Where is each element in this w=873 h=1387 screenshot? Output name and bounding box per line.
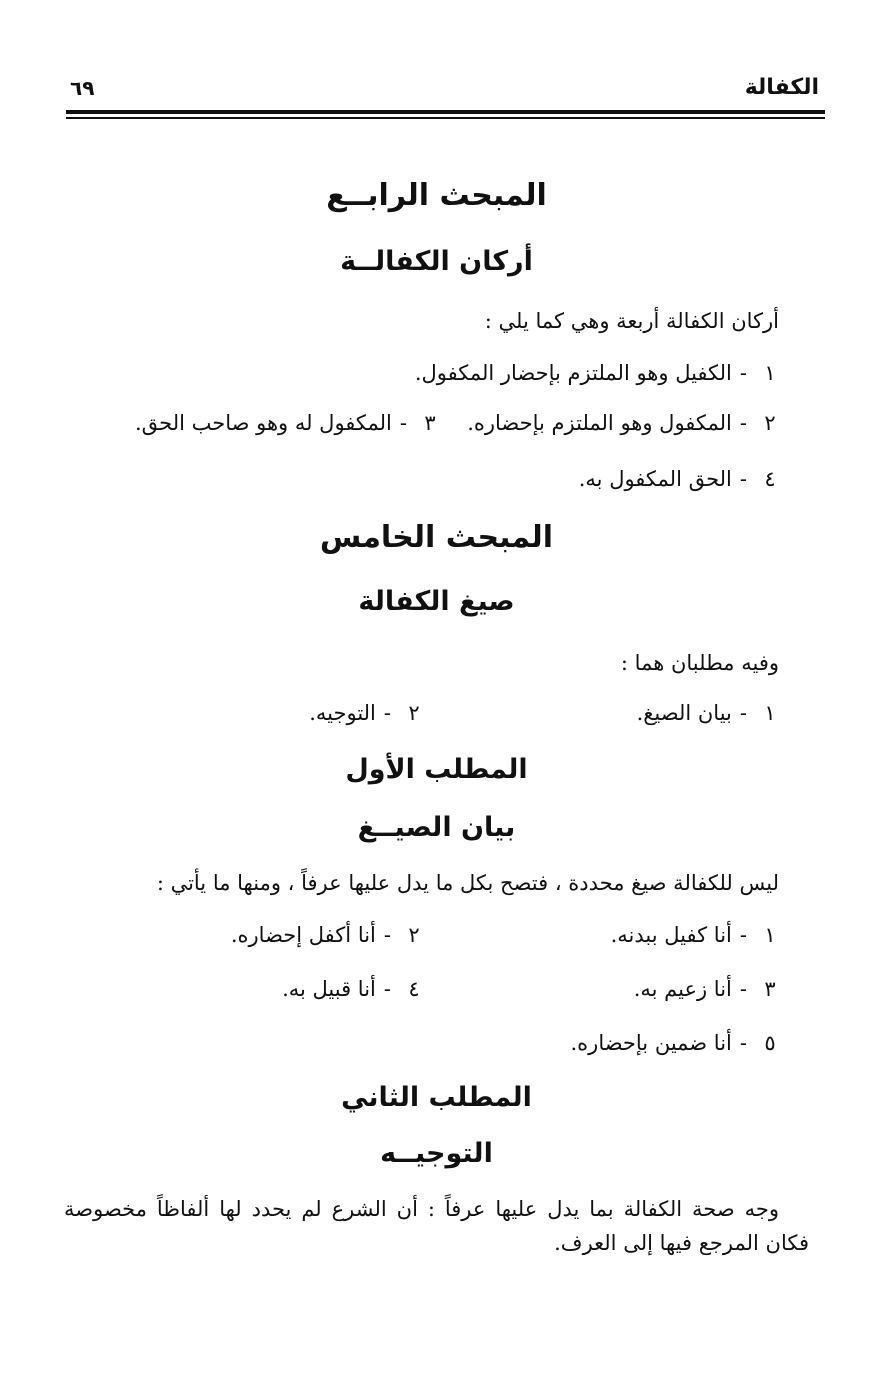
item-number: ١ bbox=[764, 923, 776, 947]
list-item bbox=[579, 462, 785, 496]
item-text: أنا كفيل ببدنه. bbox=[610, 923, 732, 947]
item-number: ٤ bbox=[408, 977, 420, 1001]
list-item bbox=[415, 356, 785, 390]
item-dash: - bbox=[383, 977, 391, 1001]
item-text: التوجيه. bbox=[309, 701, 376, 725]
section4-heading: المبحث الرابــع bbox=[326, 178, 547, 213]
list-item bbox=[135, 406, 445, 440]
item-dash: - bbox=[739, 411, 747, 435]
section4-subheading: أركان الكفالــة bbox=[340, 246, 533, 277]
item-text: أنا زعيم به. bbox=[633, 977, 732, 1001]
topic1-intro: ليس للكفالة صيغ محددة ، فتصح بكل ما يدل عليها عرفاً ، ومنها ما يأتي : bbox=[156, 871, 779, 895]
item-dash: - bbox=[399, 411, 407, 435]
running-head-title: الكفالة bbox=[744, 75, 819, 100]
item-number: ٢ bbox=[408, 701, 420, 725]
list-item bbox=[467, 406, 785, 440]
item-number: ٥ bbox=[764, 1031, 776, 1055]
section4-intro: أركان الكفالة أربعة وهي كما يلي : bbox=[484, 309, 779, 333]
item-number: ١ bbox=[764, 701, 776, 725]
item-number: ٢ bbox=[408, 923, 420, 947]
section5-intro: وفيه مطلبان هما : bbox=[620, 651, 779, 675]
header-rule-thin bbox=[66, 117, 825, 119]
item-dash: - bbox=[383, 923, 391, 947]
list-item bbox=[282, 972, 429, 1006]
item-number: ٤ bbox=[764, 467, 776, 491]
item-number: ٢ bbox=[764, 411, 776, 435]
item-dash: - bbox=[739, 467, 747, 491]
item-number: ١ bbox=[764, 361, 776, 385]
item-dash: - bbox=[739, 923, 747, 947]
item-text: أنا أكفل إحضاره. bbox=[230, 923, 376, 947]
item-text: أنا ضمين بإحضاره. bbox=[570, 1031, 732, 1055]
list-item bbox=[309, 696, 429, 730]
item-dash: - bbox=[739, 977, 747, 1001]
topic2-subheading: التوجيــه bbox=[380, 1138, 493, 1169]
list-item bbox=[611, 918, 785, 952]
topic2-heading: المطلب الثاني bbox=[341, 1082, 532, 1113]
topic1-heading: المطلب الأول bbox=[345, 754, 528, 785]
topic1-subheading: بيان الصيــغ bbox=[357, 812, 516, 843]
topic2-paragraph: وجه صحة الكفالة بما يدل عليها عرفاً : أن الشرع لم يحدد لها ألفاظاً مخصوصة فكان المرجع فيها إلى العرف. bbox=[64, 1197, 809, 1255]
item-text: الحق المكفول به. bbox=[578, 467, 732, 491]
running-head bbox=[66, 70, 823, 106]
item-text: الكفيل وهو الملتزم بإحضار المكفول. bbox=[414, 361, 732, 385]
page-number: ٦٩ bbox=[70, 76, 95, 100]
list-item bbox=[571, 1026, 786, 1060]
item-text: أنا قبيل به. bbox=[282, 977, 376, 1001]
list-item bbox=[231, 918, 429, 952]
item-dash: - bbox=[739, 1031, 747, 1055]
item-dash: - bbox=[383, 701, 391, 725]
item-dash: - bbox=[739, 361, 747, 385]
item-number: ٣ bbox=[764, 977, 776, 1001]
section5-subheading: صيغ الكفالة bbox=[358, 586, 515, 617]
item-dash: - bbox=[739, 701, 747, 725]
item-text: المكفول وهو الملتزم بإحضاره. bbox=[467, 411, 732, 435]
item-text: المكفول له وهو صاحب الحق. bbox=[134, 411, 392, 435]
list-item bbox=[634, 972, 785, 1006]
item-number: ٣ bbox=[424, 411, 436, 435]
header-rule-thick bbox=[66, 110, 825, 114]
item-text: بيان الصيغ. bbox=[636, 701, 732, 725]
section5-heading: المبحث الخامس bbox=[319, 520, 554, 555]
list-item bbox=[637, 696, 785, 730]
